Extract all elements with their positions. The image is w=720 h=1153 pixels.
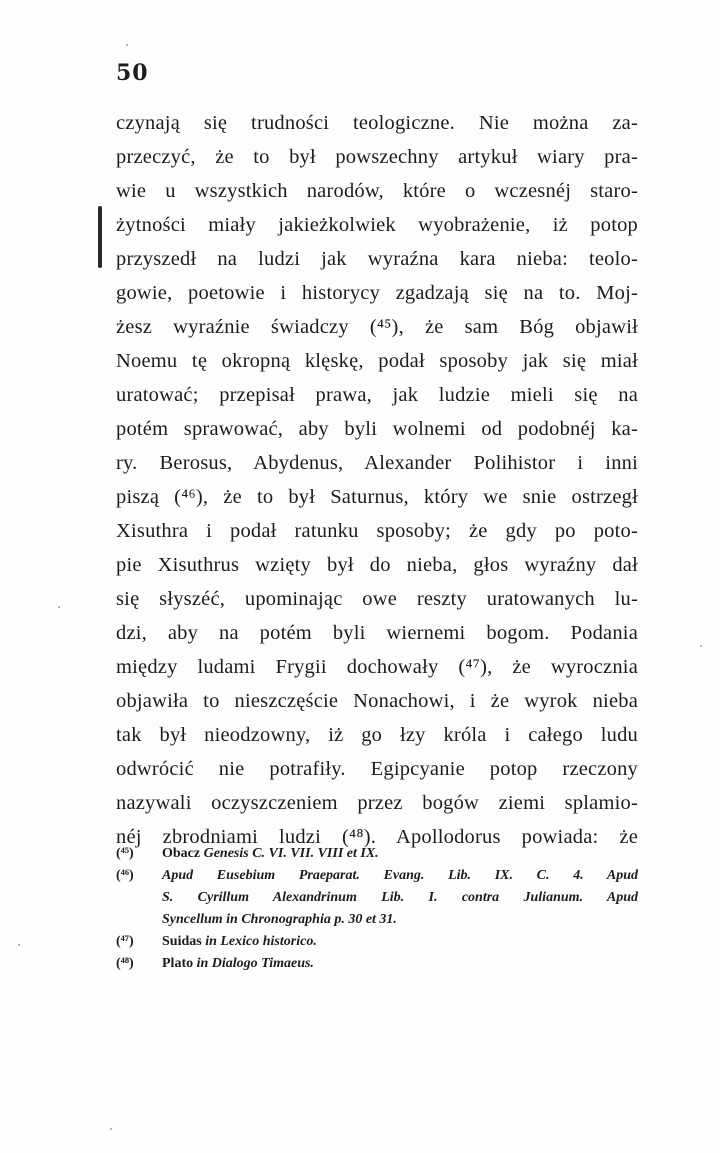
text-line: między ludami Frygii dochowały (⁴⁷), że wyrocznia bbox=[116, 656, 638, 678]
text-line: néj zbrodniami ludzi (⁴⁸). Apollodorus powiada: że bbox=[116, 826, 638, 848]
text-line: pie Xisuthrus wzięty był do nieba, głos wyraźny dał bbox=[116, 554, 638, 576]
text-line: piszą (⁴⁶), że to był Saturnus, który we snie ostrzegł bbox=[116, 486, 638, 508]
footnote-text: Syncellum in Chronographia p. 30 et 31. bbox=[162, 912, 397, 927]
footnote-ref: (⁴⁸) bbox=[116, 956, 134, 971]
footnote-46-cont bbox=[116, 909, 638, 931]
text-line: nazywali oczyszczeniem przez bogów ziemi splamio- bbox=[116, 792, 638, 814]
text-line: żytności miały jakieżkolwiek wyobrażenie, iż potop bbox=[116, 214, 638, 236]
footnote-prefix: Plato bbox=[162, 956, 194, 971]
text-line: dzi, aby na potém byli wiernemi bogom. Podania bbox=[116, 622, 638, 644]
page-number: 50 bbox=[116, 60, 149, 86]
footnote-prefix: Obacz bbox=[162, 846, 201, 861]
footnote-ref: (⁴⁷) bbox=[116, 934, 134, 949]
footnote-prefix: Suidas bbox=[162, 934, 202, 949]
footnote-text: Apud Eusebium Praeparat. Evang. Lib. IX. C. 4. Apud bbox=[162, 868, 638, 883]
paper-speck bbox=[700, 645, 702, 647]
text-line: Xisuthra i podał ratunku sposoby; że gdy po poto- bbox=[116, 520, 638, 542]
text-line: żesz wyraźnie świadczy (⁴⁵), że sam Bóg objawił bbox=[116, 316, 638, 338]
footnote-47 bbox=[116, 931, 638, 953]
paper-speck bbox=[58, 606, 60, 608]
text-line: Noemu tę okropną klęskę, podał sposoby jak się miał bbox=[116, 350, 638, 372]
text-line: przyszedł na ludzi jak wyraźna kara nieba: teolo- bbox=[116, 248, 638, 270]
footnotes bbox=[116, 843, 638, 975]
text-line: potém sprawować, aby byli wolnemi od podobnéj ka- bbox=[116, 418, 638, 440]
body-text bbox=[116, 106, 638, 854]
text-line: przeczyć, że to był powszechny artykuł wiary pra- bbox=[116, 146, 638, 168]
footnote-46 bbox=[116, 865, 638, 887]
text-line: się słyszéć, upominając owe reszty uratowanych lu- bbox=[116, 588, 638, 610]
text-line: objawiła to nieszczęście Nonachowi, i że wyrok nieba bbox=[116, 690, 638, 712]
text-line: gowie, poetowie i historycy zgadzają się na to. Moj- bbox=[116, 282, 638, 304]
text-line: czynają się trudności teologiczne. Nie można za- bbox=[116, 112, 638, 134]
text-line: wie u wszystkich narodów, które o wczesnéj staro- bbox=[116, 180, 638, 202]
paper-speck bbox=[110, 1128, 112, 1130]
paper-speck bbox=[18, 944, 20, 946]
footnote-45 bbox=[116, 843, 638, 865]
margin-pencil-mark bbox=[98, 206, 102, 268]
text-line: tak był nieodzowny, iż go łzy króla i całego ludu bbox=[116, 724, 638, 746]
footnote-ref: (⁴⁶) bbox=[116, 868, 134, 883]
footnote-text: in Lexico historico. bbox=[205, 934, 317, 949]
text-line: uratować; przepisał prawa, jak ludzie mieli się na bbox=[116, 384, 638, 406]
paper-speck bbox=[126, 44, 128, 46]
text-line: ry. Berosus, Abydenus, Alexander Polihistor i inni bbox=[116, 452, 638, 474]
footnote-text: Genesis C. VI. VII. VIII et IX. bbox=[203, 846, 379, 861]
footnote-48 bbox=[116, 953, 638, 975]
footnote-ref: (⁴⁵) bbox=[116, 846, 134, 861]
footnote-46-cont bbox=[116, 887, 638, 909]
footnote-text: in Dialogo Timaeus. bbox=[196, 956, 314, 971]
footnote-text: S. Cyrillum Alexandrinum Lib. I. contra Julianum. Apud bbox=[162, 890, 638, 905]
text-line: odwrócić nie potrafiły. Egipcyanie potop rzeczony bbox=[116, 758, 638, 780]
